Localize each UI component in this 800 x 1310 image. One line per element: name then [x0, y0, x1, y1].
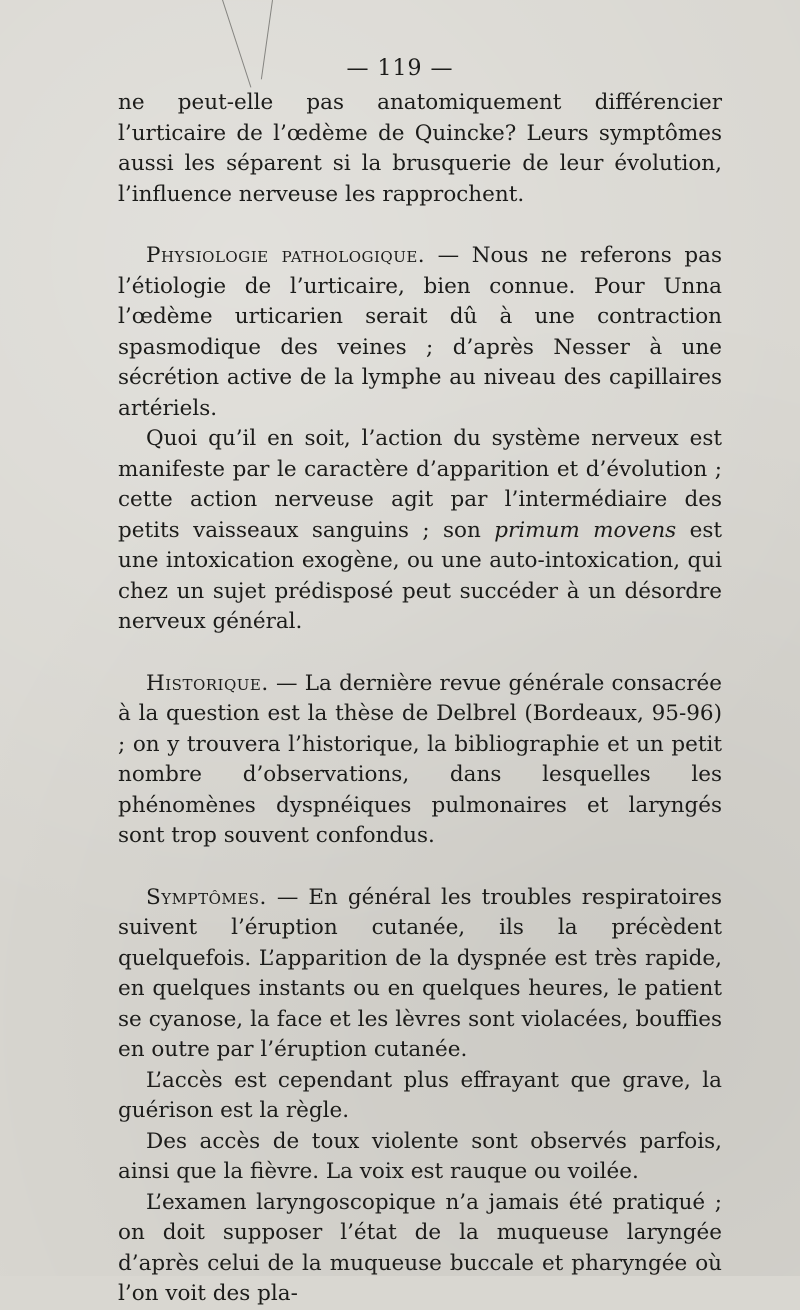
paragraph-physiologie: [118, 241, 722, 424]
body-text: [118, 88, 722, 1310]
section-heading: Physiologie pathologique.: [146, 243, 426, 268]
paragraph-text: — En général les troubles respiratoires suivent l’éruption cutanée, ils la précèdent quelquefois. L’apparition de la dyspnée est très rapide, en quelques instants ou en quelques heures, le patient se cyanose, la face et les lèvres sont violacées, bouffies en outre par l’éruption cutanée.: [118, 884, 722, 1062]
paragraph-text: est une intoxication exogène, ou une auto-intoxication, qui chez un sujet prédisposé peut succéder à un désordre nerveux général.: [118, 517, 722, 634]
paragraph-text: — Nous ne referons pas l’étiologie de l’urticaire, bien connue. Pour Unna l’œdème urticarien serait dû à une contraction spasmodique des veines ; d’après Nesser à une sécrétion active de la lymphe au niveau des capillaires artériels.: [118, 243, 722, 421]
paragraph-text: — La dernière revue générale consacrée à la question est la thèse de Delbrel (Bordeaux, 95-96) ; on y trouvera l’historique, la bibliographie et un petit nombre d’observations, dans lesquelles les phénomènes dyspnéiques pulmonaires et laryngés sont trop souvent confondus.: [118, 670, 722, 848]
paragraph: [118, 424, 722, 638]
italic-phrase: primum movens: [494, 517, 677, 543]
section-heading: Historique.: [146, 670, 269, 696]
paragraph: Des accès de toux violente sont observés parfois, ainsi que la fièvre. La voix est rauque ou voilée.: [118, 1128, 722, 1184]
paragraph: L’accès est cependant plus effrayant que grave, la guérison est la règle.: [118, 1067, 722, 1123]
page-number: — 119 —: [346, 56, 454, 81]
paragraph-symptomes: [118, 883, 722, 1066]
paragraph-text: Quoi qu’il en soit, l’action du système nerveux est manifeste par le caractère d’apparition et d’évolution ; cette action nerveuse agit par l’intermédiaire des petits vaisseaux sanguins ; son: [118, 426, 722, 543]
paragraph: ne peut-elle pas anatomiquement différencier l’urticaire de l’œdème de Quincke? Leurs symptômes aussi les séparent si la brusquerie de leur évolution, l’influence nerveuse les rapprochent.: [118, 90, 722, 207]
paragraph-historique: [118, 669, 722, 852]
section-heading: Symptômes.: [146, 884, 267, 910]
paragraph: L’examen laryngoscopique n’a jamais été pratiqué ; on doit supposer l’état de la muqueuse laryngée d’après celui de la muqueuse buccale et pharyngée où l’on voit des pla-: [118, 1189, 722, 1306]
